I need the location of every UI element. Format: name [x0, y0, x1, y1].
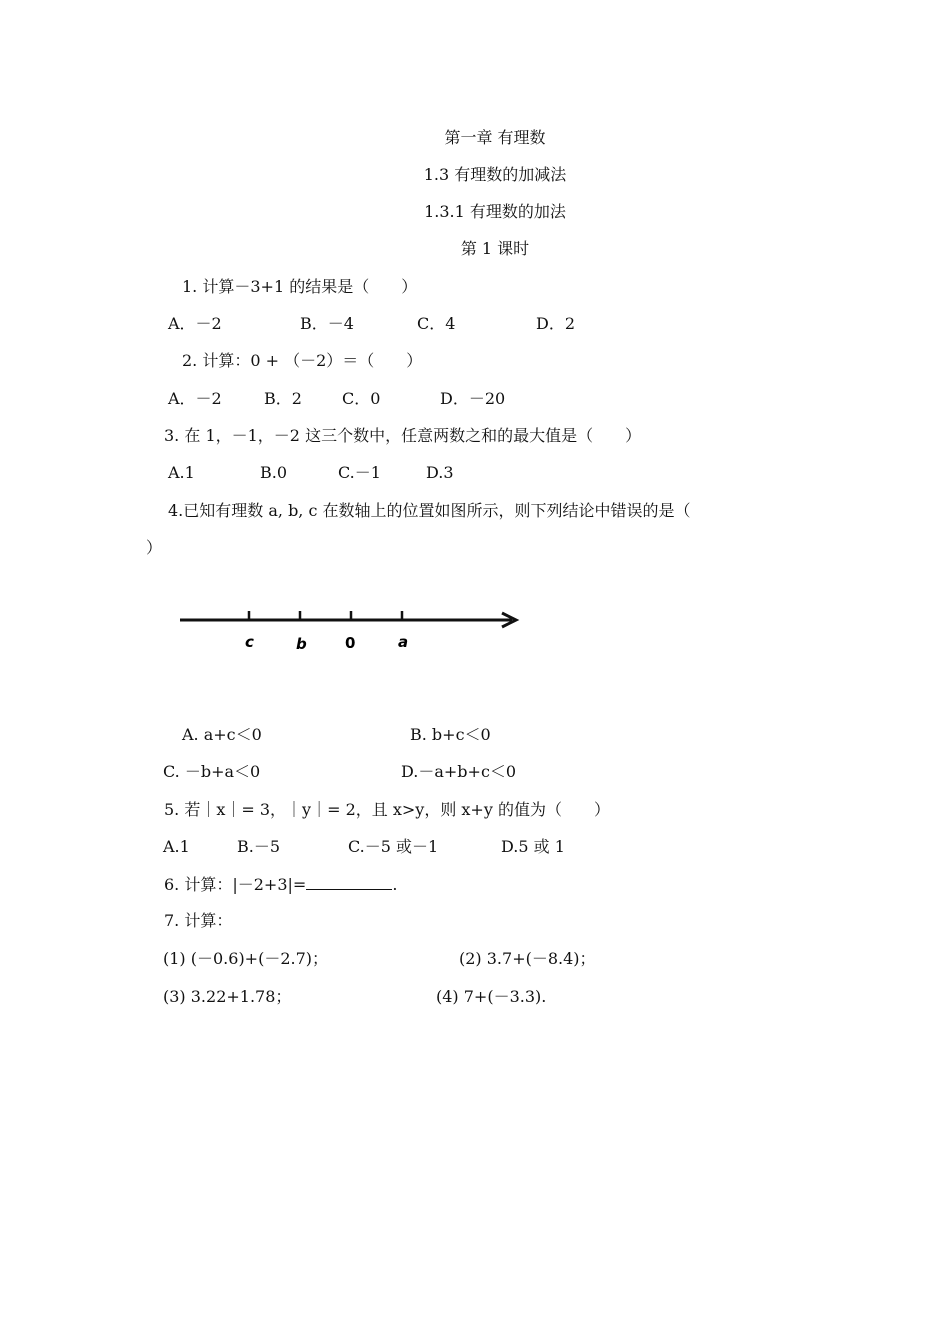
question-4-option-b: B. b+c＜0 — [410, 725, 491, 744]
question-6-suffix: . — [392, 875, 398, 894]
question-2-option-a: A．－2 — [168, 389, 222, 408]
question-3-option-d: D.3 — [426, 463, 454, 482]
question-3-stem: 3. 在 1，－1，－2 这三个数中，任意两数之和的最大值是（ ） — [164, 426, 642, 445]
question-4-option-d: D.－a+b+c＜0 — [401, 762, 517, 781]
question-4-stem: 4.已知有理数 a, b, c 在数轴上的位置如图所示，则下列结论中错误的是（ — [168, 501, 691, 520]
question-1-stem: 1. 计算－3+1 的结果是（ ） — [182, 277, 418, 296]
question-6-stem — [164, 873, 397, 896]
question-5-option-d: D.5 或 1 — [501, 837, 565, 856]
question-7-part-1: (1) (－0.6)+(－2.7)； — [163, 949, 329, 968]
chapter-title: 第一章 有理数 — [444, 128, 546, 147]
question-4-option-a: A. a+c＜0 — [182, 725, 262, 744]
question-4-option-c: C. －b+a＜0 — [163, 762, 261, 781]
question-7-part-3: (3) 3.22+1.78； — [163, 987, 292, 1006]
lesson-title: 第 1 课时 — [460, 239, 530, 258]
subsection-title: 1.3.1 有理数的加法 — [424, 202, 566, 221]
question-1-option-b: B．－4 — [300, 314, 354, 333]
question-2-option-b: B．2 — [264, 389, 302, 408]
question-1-option-d: D．2 — [536, 314, 576, 333]
question-3-option-c: C.－1 — [338, 463, 381, 482]
question-7-stem: 7. 计算： — [164, 911, 233, 930]
label-c: c — [245, 633, 254, 651]
question-5-option-a: A.1 — [163, 837, 190, 856]
label-b: b — [296, 635, 307, 653]
question-7-part-4: (4) 7+(－3.3). — [436, 987, 547, 1006]
question-6-prefix: 6. 计算：|－2+3|= — [164, 875, 307, 894]
question-1-option-a: A．－2 — [168, 314, 222, 333]
question-2-option-d: D．－20 — [440, 389, 506, 408]
question-2-stem: 2. 计算：0 + （－2）＝（ ） — [182, 351, 423, 370]
question-7-part-2: (2) 3.7+(－8.4)； — [459, 949, 596, 968]
number-line-figure — [176, 600, 536, 660]
question-5-option-c: C.－5 或－1 — [348, 837, 439, 856]
question-3-option-a: A.1 — [168, 463, 195, 482]
question-2-option-c: C．0 — [342, 389, 381, 408]
label-a: a — [398, 633, 409, 651]
question-3-option-b: B.0 — [260, 463, 288, 482]
question-5-stem: 5. 若｜x｜= 3，｜y｜= 2，且 x>y，则 x+y 的值为（ ） — [164, 800, 610, 819]
question-5-option-b: B.－5 — [237, 837, 281, 856]
question-4-stem-end: ） — [146, 538, 163, 557]
question-1-option-c: C．4 — [417, 314, 456, 333]
section-title: 1.3 有理数的加减法 — [423, 165, 567, 184]
label-zero: 0 — [345, 634, 356, 652]
answer-blank[interactable] — [306, 873, 392, 890]
